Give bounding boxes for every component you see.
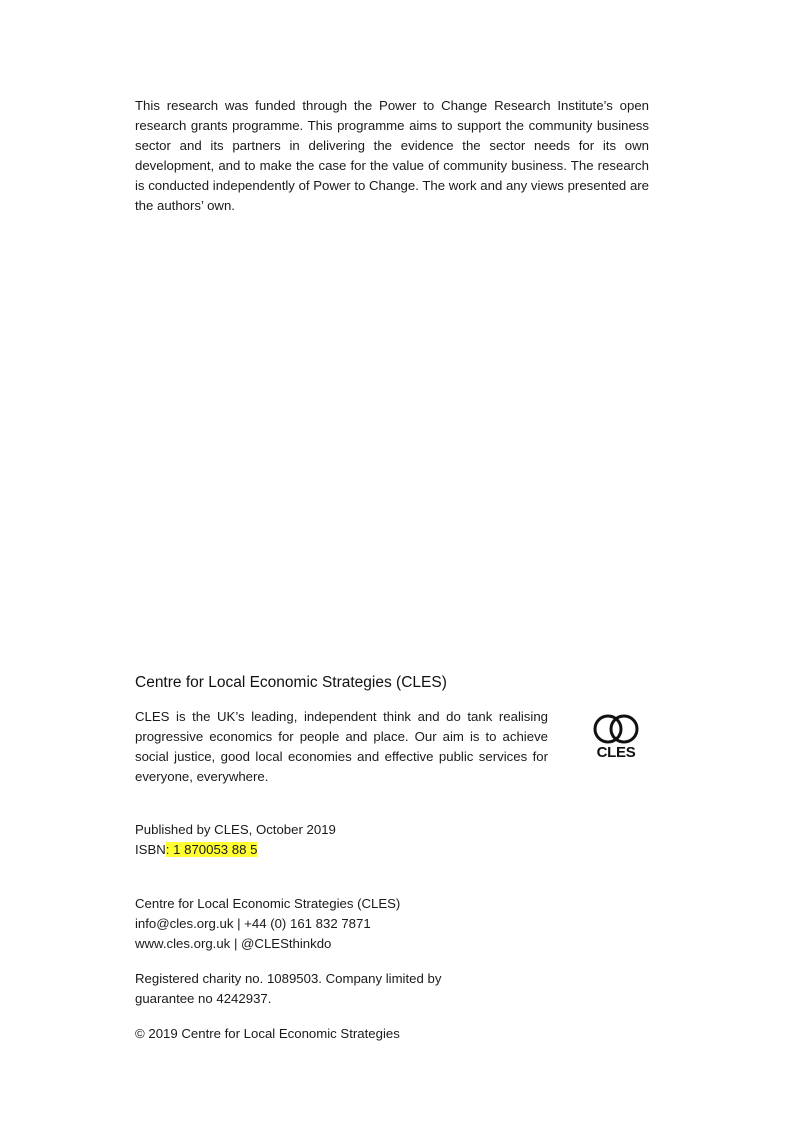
contact-web-social: www.cles.org.uk | @CLESthinkdo: [135, 936, 332, 951]
contact-info: [135, 894, 400, 954]
cles-description: CLES is the UK’s leading, independent think and do tank realising progressive economics for people and place. Our aim is to achieve social justice, good local economies and effective public services for everyone, everywhere.: [135, 709, 548, 784]
contact-org-name: Centre for Local Economic Strategies (CLES): [135, 896, 401, 911]
isbn-line: [135, 840, 336, 860]
isbn-label: ISBN: [135, 842, 166, 857]
isbn-value: : 1 870053 88 5: [165, 842, 258, 857]
publication-info: [135, 820, 336, 860]
contact-email-phone: info@cles.org.uk | +44 (0) 161 832 7871: [135, 916, 371, 931]
interlocking-rings-icon: [588, 713, 644, 745]
cles-logo-text: CLES: [596, 744, 636, 761]
funding-statement: This research was funded through the Power to Change Research Institute’s open research grants programme. This programme aims to support the community business sector and its partners in delivering the evidence the sector needs for its own development, and to make the case for the value of community business. The research is conducted independently of Power to Change. The work and any views presented are the authors’ own.: [135, 98, 649, 213]
registration-line-1: Registered charity no. 1089503. Company limited by: [135, 971, 442, 986]
registration-info: [135, 969, 441, 1009]
published-line: Published by CLES, October 2019: [135, 822, 336, 837]
registration-line-2: guarantee no 4242937.: [135, 991, 272, 1006]
cles-heading: Centre for Local Economic Strategies (CLES): [135, 674, 447, 691]
cles-logo: [588, 713, 644, 765]
copyright-notice: © 2019 Centre for Local Economic Strategies: [135, 1026, 400, 1041]
